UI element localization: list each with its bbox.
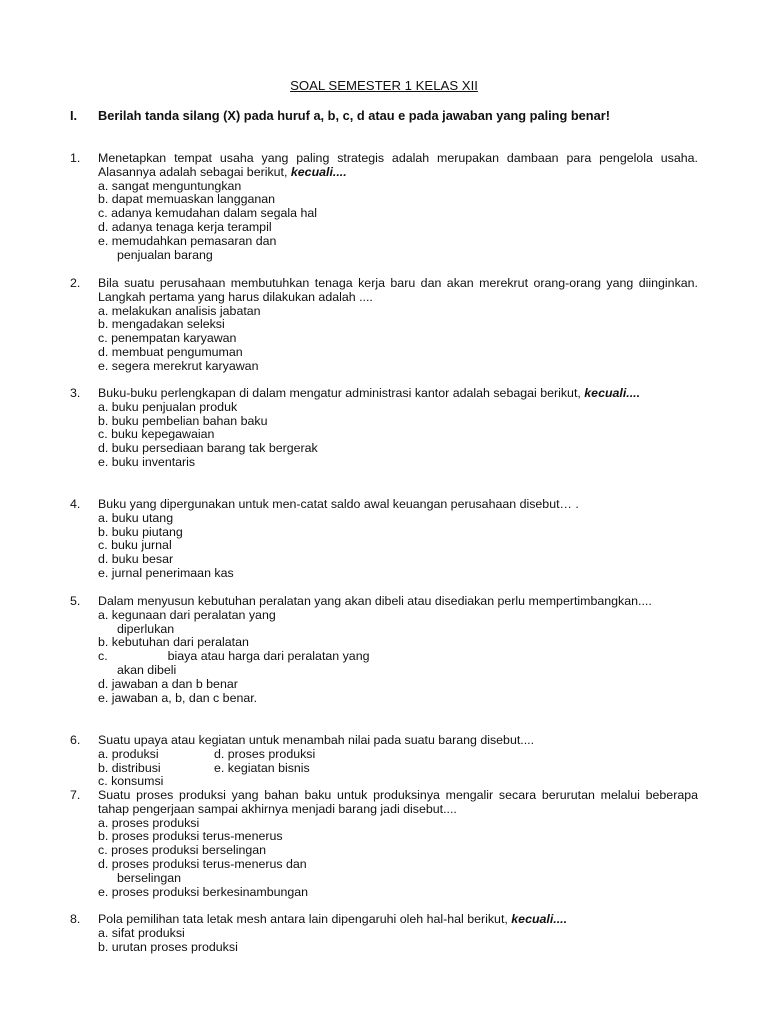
- option-b: b. kebutuhan dari peralatan: [98, 635, 249, 650]
- option-c: c. penempatan karyawan: [98, 331, 237, 346]
- option-e: e. buku inventaris: [98, 454, 196, 469]
- option-e-continuation: penjualan barang: [117, 247, 213, 262]
- option-e: e. kegiatan bisnis: [214, 760, 310, 775]
- option-a: a. proses produksi: [98, 815, 200, 830]
- question-number: 2.: [70, 276, 81, 290]
- question-number: 6.: [70, 733, 81, 747]
- question-number: 5.: [70, 594, 81, 608]
- instruction-number: I.: [70, 108, 78, 123]
- question-1: [70, 152, 698, 262]
- question-text: Buku-buku perlengkapan di dalam mengatur administrasi kantor adalah sebagai berikut, kecuali....: [98, 386, 641, 400]
- option-e: e. segera merekrut karyawan: [98, 358, 259, 373]
- option-d: d. buku persediaan barang tak bergerak: [98, 441, 318, 456]
- option-d: d. buku besar: [98, 552, 174, 567]
- question-4: [70, 498, 698, 581]
- option-c: c. buku jurnal: [98, 538, 172, 553]
- options: [98, 512, 698, 581]
- options: [98, 609, 698, 706]
- option-d: d. jawaban a dan b benar: [98, 676, 238, 691]
- instruction: [70, 108, 698, 124]
- question-number: 4.: [70, 497, 81, 511]
- question-7: [70, 789, 698, 899]
- question-6: [70, 734, 698, 789]
- question-text: Pola pemilihan tata letak mesh antara lain dipengaruhi oleh hal-hal berikut, kecuali....: [98, 912, 568, 926]
- options: [98, 748, 698, 789]
- page-title: SOAL SEMESTER 1 KELAS XII: [290, 78, 478, 93]
- option-a: a. melakukan analisis jabatan: [98, 303, 261, 318]
- options: [98, 305, 698, 374]
- question-text: Buku yang dipergunakan untuk men-catat saldo awal keuangan perusahaan disebut… .: [98, 497, 579, 511]
- question-5: [70, 595, 698, 705]
- options: [98, 401, 698, 470]
- option-a: a. sifat produksi: [98, 925, 185, 940]
- option-a: a. produksi: [98, 746, 159, 761]
- option-a: a. sangat menguntungkan: [98, 178, 242, 193]
- option-b: b. mengadakan seleksi: [98, 317, 225, 332]
- options: [98, 180, 698, 263]
- option-d: d. proses produksi terus-menerus dan: [98, 856, 307, 871]
- question-text: Suatu proses produksi yang bahan baku untuk produksinya mengalir secara berurutan melalui beberapa tahap pengerjaan sampai akhirnya menjadi barang jadi disebut....: [98, 788, 698, 816]
- question-text: Dalam menyusun kebutuhan peralatan yang akan dibeli atau disediakan perlu mempertimbangkan....: [98, 594, 652, 608]
- option-c: c. konsumsi: [98, 774, 164, 789]
- question-text: Bila suatu perusahaan membutuhkan tenaga kerja baru dan akan merekrut orang-orang yang diinginkan. Langkah pertama yang harus dilakukan adalah ....: [98, 276, 698, 304]
- question-text: Suatu upaya atau kegiatan untuk menambah nilai pada suatu barang disebut....: [98, 733, 535, 747]
- option-b: b. proses produksi terus-menerus: [98, 829, 283, 844]
- option-d: d. proses produksi: [214, 746, 316, 761]
- option-c: c. adanya kemudahan dalam segala hal: [98, 206, 318, 221]
- question-number: 8.: [70, 912, 81, 926]
- option-b: b. urutan proses produksi: [98, 939, 238, 954]
- question-2: [70, 277, 698, 374]
- option-d: d. membuat pengumuman: [98, 344, 243, 359]
- option-e: e. memudahkan pemasaran dan: [98, 233, 277, 248]
- option-e: e. jurnal penerimaan kas: [98, 565, 234, 580]
- instruction-text: Berilah tanda silang (X) pada huruf a, b, c, d atau e pada jawaban yang paling benar!: [98, 108, 610, 123]
- option-e: e. jawaban a, b, dan c benar.: [98, 690, 258, 705]
- option-c: c. proses produksi berselingan: [98, 843, 267, 858]
- option-e: e. proses produksi berkesinambungan: [98, 884, 309, 899]
- option-b: b. buku pembelian bahan baku: [98, 413, 268, 428]
- question-8: [70, 913, 698, 954]
- option-a: a. buku penjualan produk: [98, 399, 238, 414]
- option-c: c. buku kepegawaian: [98, 427, 215, 442]
- question-number: 7.: [70, 788, 81, 802]
- option-b: b. buku piutang: [98, 524, 183, 539]
- question-number: 3.: [70, 386, 81, 400]
- option-d: d. adanya tenaga kerja terampil: [98, 219, 272, 234]
- option-b: b. dapat memuaskan langganan: [98, 192, 276, 207]
- question-text: Menetapkan tempat usaha yang paling strategis adalah merupakan dambaan para pengelola usaha. Alasannya adalah sebagai berikut, kecuali....: [98, 151, 698, 179]
- option-b: b. distribusi: [98, 760, 161, 775]
- question-3: [70, 387, 698, 470]
- option-d-continuation: berselingan: [117, 870, 182, 885]
- question-number: 1.: [70, 151, 81, 165]
- option-a-continuation: diperlukan: [117, 621, 175, 636]
- option-a: a. buku utang: [98, 510, 174, 525]
- option-c: c. biaya atau harga dari peralatan yang: [98, 649, 370, 664]
- options: [98, 927, 698, 955]
- option-c-continuation: akan dibeli: [117, 662, 177, 677]
- options: [98, 817, 698, 900]
- option-a: a. kegunaan dari peralatan yang: [98, 607, 276, 622]
